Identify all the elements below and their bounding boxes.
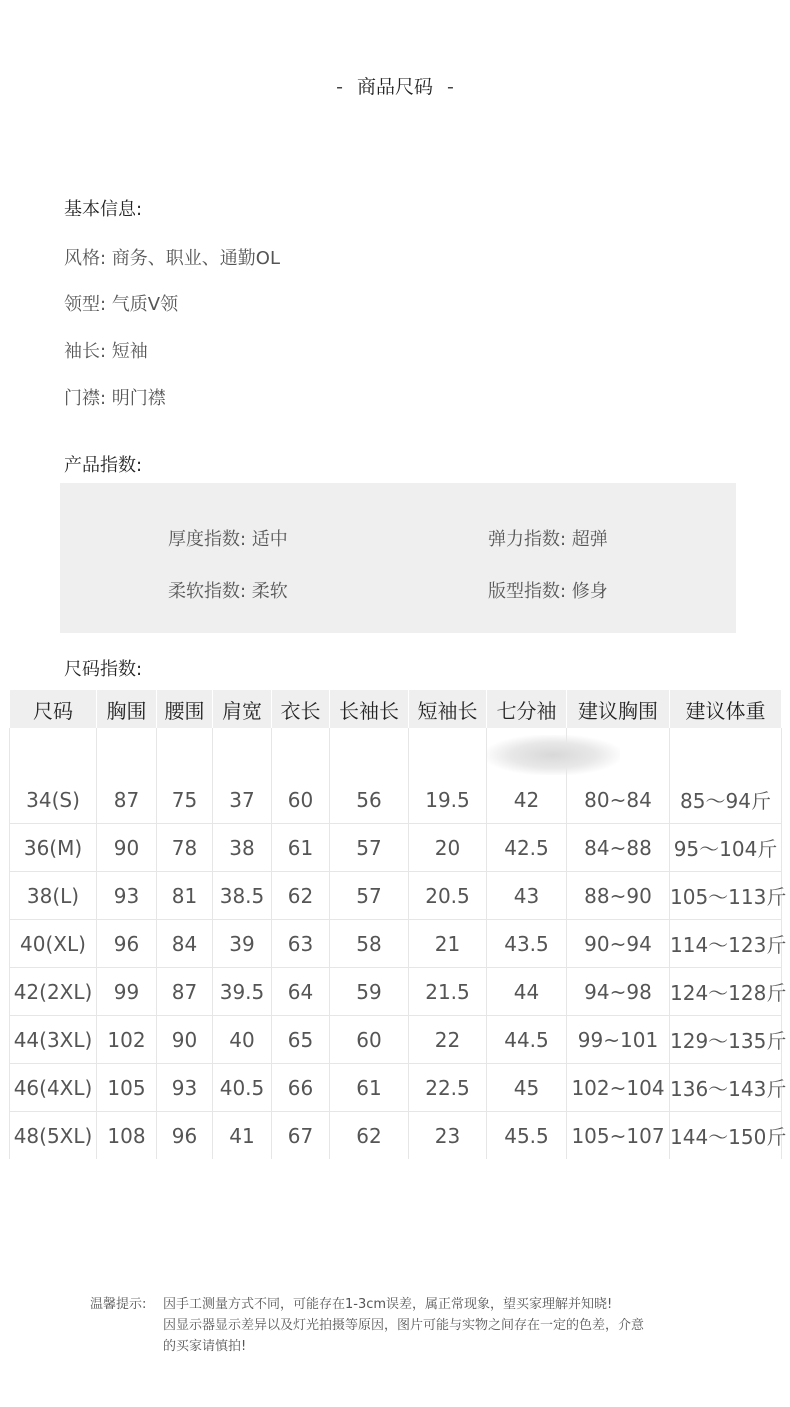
table-cell: 34(S) [10,776,97,824]
table-cell: 90 [157,1016,213,1064]
table-cell: 45.5 [487,1112,567,1160]
table-cell: 22 [409,1016,487,1064]
table-cell: 21.5 [409,968,487,1016]
table-cell: 20 [409,824,487,872]
page-title [0,72,790,99]
table-cell: 78 [157,824,213,872]
notice-line-3: 的买家请慎拍! [163,1339,247,1354]
table-cell: 39 [213,920,272,968]
info-placket: 门襟: 明门襟 [64,388,166,409]
table-cell: 102~104 [567,1064,670,1112]
table-row [10,1016,782,1064]
table-cell: 90 [97,824,157,872]
table-cell: 42.5 [487,824,567,872]
table-cell: 105~107 [567,1112,670,1160]
table-cell: 38(L) [10,872,97,920]
table-row [10,1064,782,1112]
table-cell: 43.5 [487,920,567,968]
table-cell: 56 [330,776,409,824]
table-cell: 102 [97,1016,157,1064]
blank-cell [213,728,272,776]
table-cell: 96 [97,920,157,968]
table-cell: 41 [213,1112,272,1160]
title-dash-left: - [336,76,343,98]
table-cell: 87 [157,968,213,1016]
table-cell: 22.5 [409,1064,487,1112]
table-cell: 61 [272,824,330,872]
col-header-three-quarter-sleeve: 七分袖 [487,690,567,728]
table-cell: 59 [330,968,409,1016]
table-header-row [10,690,782,728]
col-header-shoulder: 肩宽 [213,690,272,728]
info-sleeve: 袖长: 短袖 [64,341,148,362]
blurred-smudge [486,735,620,775]
size-index-heading: 尺码指数: [64,659,143,680]
page-title-text: 商品尺码 [356,76,433,98]
table-row [10,824,782,872]
title-dash-right: - [447,76,454,98]
elasticity-index: 弹力指数: 超弹 [488,529,608,550]
col-header-bust: 胸围 [97,690,157,728]
blank-cell [272,728,330,776]
table-cell: 81 [157,872,213,920]
product-index-heading: 产品指数: [64,455,143,476]
table-cell: 85～94斤 [670,776,782,824]
table-cell: 40(XL) [10,920,97,968]
basic-info-heading: 基本信息: [64,199,143,220]
col-header-long-sleeve: 长袖长 [330,690,409,728]
table-cell: 108 [97,1112,157,1160]
info-style: 风格: 商务、职业、通勤OL [64,248,280,269]
table-cell: 93 [157,1064,213,1112]
blank-cell [10,728,97,776]
notice [90,1294,644,1357]
table-cell: 99~101 [567,1016,670,1064]
table-cell: 84~88 [567,824,670,872]
blank-row [10,728,782,776]
table-cell: 36(M) [10,824,97,872]
table-cell: 43 [487,872,567,920]
col-header-suggested-bust: 建议胸围 [567,690,670,728]
table-cell: 61 [330,1064,409,1112]
blank-cell [330,728,409,776]
table-cell: 114～123斤 [670,920,782,968]
table-cell: 93 [97,872,157,920]
table-cell: 64 [272,968,330,1016]
table-cell: 19.5 [409,776,487,824]
table-cell: 40.5 [213,1064,272,1112]
table-cell: 46(4XL) [10,1064,97,1112]
table-cell: 44 [487,968,567,1016]
table-cell: 80~84 [567,776,670,824]
table-cell: 20.5 [409,872,487,920]
table-cell: 44(3XL) [10,1016,97,1064]
table-cell: 63 [272,920,330,968]
table-cell: 23 [409,1112,487,1160]
table-cell: 37 [213,776,272,824]
table-row [10,776,782,824]
col-header-size: 尺码 [10,690,97,728]
table-cell: 67 [272,1112,330,1160]
table-cell: 57 [330,872,409,920]
table-cell: 87 [97,776,157,824]
table-cell: 144～150斤 [670,1112,782,1160]
col-header-length: 衣长 [272,690,330,728]
info-collar: 领型: 气质V领 [64,294,179,315]
table-cell: 40 [213,1016,272,1064]
size-table-body [10,728,787,1159]
table-cell: 62 [272,872,330,920]
table-cell: 105～113斤 [670,872,782,920]
table-cell: 75 [157,776,213,824]
table-cell: 124～128斤 [670,968,782,1016]
table-cell: 42(2XL) [10,968,97,1016]
table-row [10,872,782,920]
size-table [9,690,787,1159]
table-cell: 62 [330,1112,409,1160]
blank-cell [97,728,157,776]
thickness-index: 厚度指数: 适中 [168,529,288,550]
notice-label: 温馨提示: [90,1297,147,1312]
blank-cell [157,728,213,776]
softness-index: 柔软指数: 柔软 [168,581,288,602]
table-cell: 94~98 [567,968,670,1016]
table-cell: 105 [97,1064,157,1112]
table-cell: 84 [157,920,213,968]
table-cell: 44.5 [487,1016,567,1064]
table-cell: 38 [213,824,272,872]
table-cell: 136～143斤 [670,1064,782,1112]
table-row [10,968,782,1016]
blank-cell [670,728,782,776]
product-index-panel [60,483,736,633]
table-row [10,920,782,968]
table-cell: 88~90 [567,872,670,920]
table-cell: 42 [487,776,567,824]
table-cell: 65 [272,1016,330,1064]
table-cell: 129～135斤 [670,1016,782,1064]
table-cell: 90~94 [567,920,670,968]
table-cell: 57 [330,824,409,872]
col-header-waist: 腰围 [157,690,213,728]
blank-cell [409,728,487,776]
col-header-suggested-weight: 建议体重 [670,690,782,728]
fit-index: 版型指数: 修身 [488,581,608,602]
col-header-short-sleeve: 短袖长 [409,690,487,728]
table-cell: 99 [97,968,157,1016]
table-cell: 39.5 [213,968,272,1016]
table-row [10,1112,782,1160]
table-cell: 95～104斤 [670,824,782,872]
notice-line-2: 因显示器显示差异以及灯光拍摄等原因，图片可能与实物之间存在一定的色差，介意 [163,1318,645,1333]
table-cell: 38.5 [213,872,272,920]
table-cell: 96 [157,1112,213,1160]
table-cell: 48(5XL) [10,1112,97,1160]
table-cell: 58 [330,920,409,968]
table-cell: 45 [487,1064,567,1112]
table-cell: 66 [272,1064,330,1112]
table-cell: 60 [272,776,330,824]
table-cell: 60 [330,1016,409,1064]
notice-line-1: 因手工测量方式不同，可能存在1-3cm误差，属正常现象，望买家理解并知晓! [163,1297,613,1312]
table-cell: 21 [409,920,487,968]
